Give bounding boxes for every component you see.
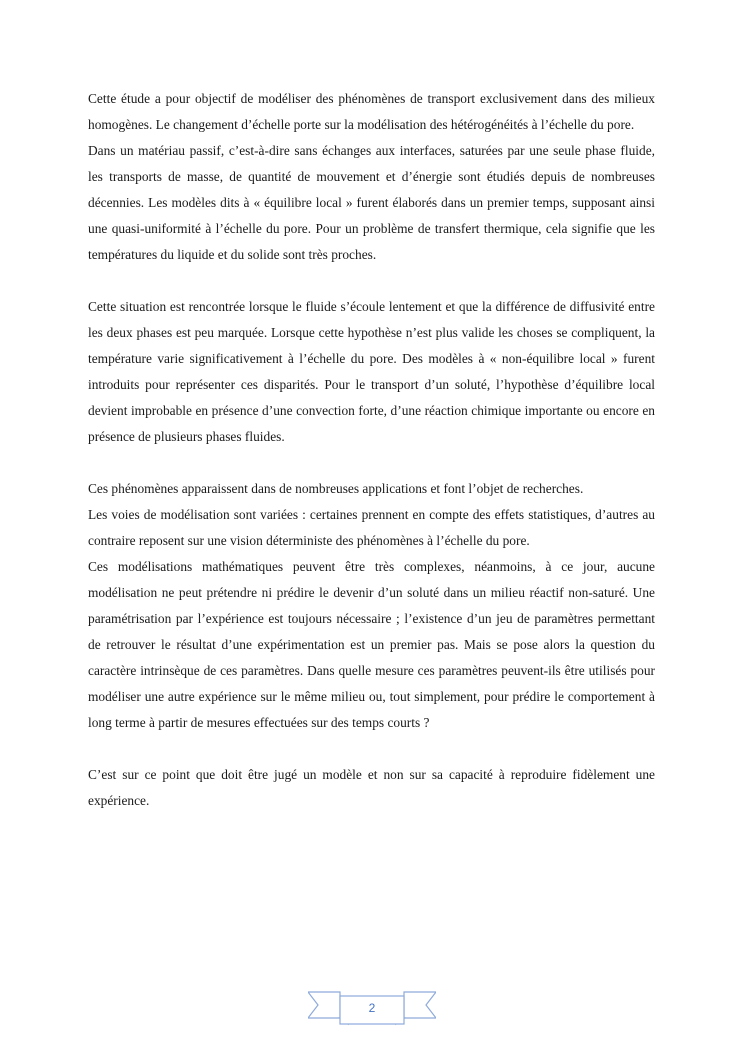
paragraph-parametrisation: Ces modélisations mathématiques peuvent être très complexes, néanmoins, à ce jour, aucune modélisation ne peut prétendre ni prédire le devenir d’un soluté dans un milieu réactif non-saturé. Une paramétrisation par l’expérience est toujours nécessaire ; l’existence d’un jeu de paramètres permettant de retrouver le résultat d’une expérimentation est un premier pas. Mais se pose alors la question du caractère intrinsèque de ces paramètres. Dans quelle mesure ces paramètres peuvent-ils être utilisés pour modéliser une autre expérience sur le même milieu ou, tout simplement, pour prédire le comportement à long terme à partir de mesures effectuées sur des temps courts ? [88,559,655,730]
page-footer [308,990,436,1026]
paragraph-objective: Cette étude a pour objectif de modéliser des phénomènes de transport exclusivement dans des milieux homogènes. Le changement d’échelle porte sur la modélisation des hétérogénéités à l’échelle du pore. [88,91,655,132]
paragraph-spacer [88,268,655,294]
paragraph-modelling-approaches: Les voies de modélisation sont variées : certaines prennent en compte des effets statistiques, d’autres au contraire reposent sur une vision déterministe des phénomènes à l’échelle du pore. [88,507,655,548]
paragraph-passive-material: Dans un matériau passif, c’est-à-dire sans échanges aux interfaces, saturées par une seule phase fluide, les transports de masse, de quantité de mouvement et d’énergie sont étudiés depuis de nombreuses décennies. Les modèles dits à « équilibre local » furent élaborés dans un premier temps, supposant ainsi une quasi-uniformité à l’échelle du pore. Pour un problème de transfert thermique, cela signifie que les températures du liquide et du solide sont très proches. [88,143,655,262]
ribbon-right-tail [404,992,436,1018]
page-number: 2 [368,1001,376,1015]
paragraph-spacer [88,736,655,762]
document-body [88,86,655,814]
ribbon-left-tail [308,992,340,1018]
paragraph-non-equilibrium: Cette situation est rencontrée lorsque le fluide s’écoule lentement et que la différence de diffusivité entre les deux phases est peu marquée. Lorsque cette hypothèse n’est plus valide les choses se compliquent, la température varie significativement à l’échelle du pore. Des modèles à « non-équilibre local » furent introduits pour représenter ces disparités. Pour le transport d’un soluté, l’hypothèse d’équilibre local devient improbable en présence d’une convection forte, d’une réaction chimique importante ou encore en présence de plusieurs phases fluides. [88,299,655,444]
paragraph-conclusion: C’est sur ce point que doit être jugé un modèle et non sur sa capacité à reproduire fidèlement une expérience. [88,767,655,808]
paragraph-spacer [88,450,655,476]
paragraph-applications: Ces phénomènes apparaissent dans de nombreuses applications et font l’objet de recherches. [88,481,584,496]
